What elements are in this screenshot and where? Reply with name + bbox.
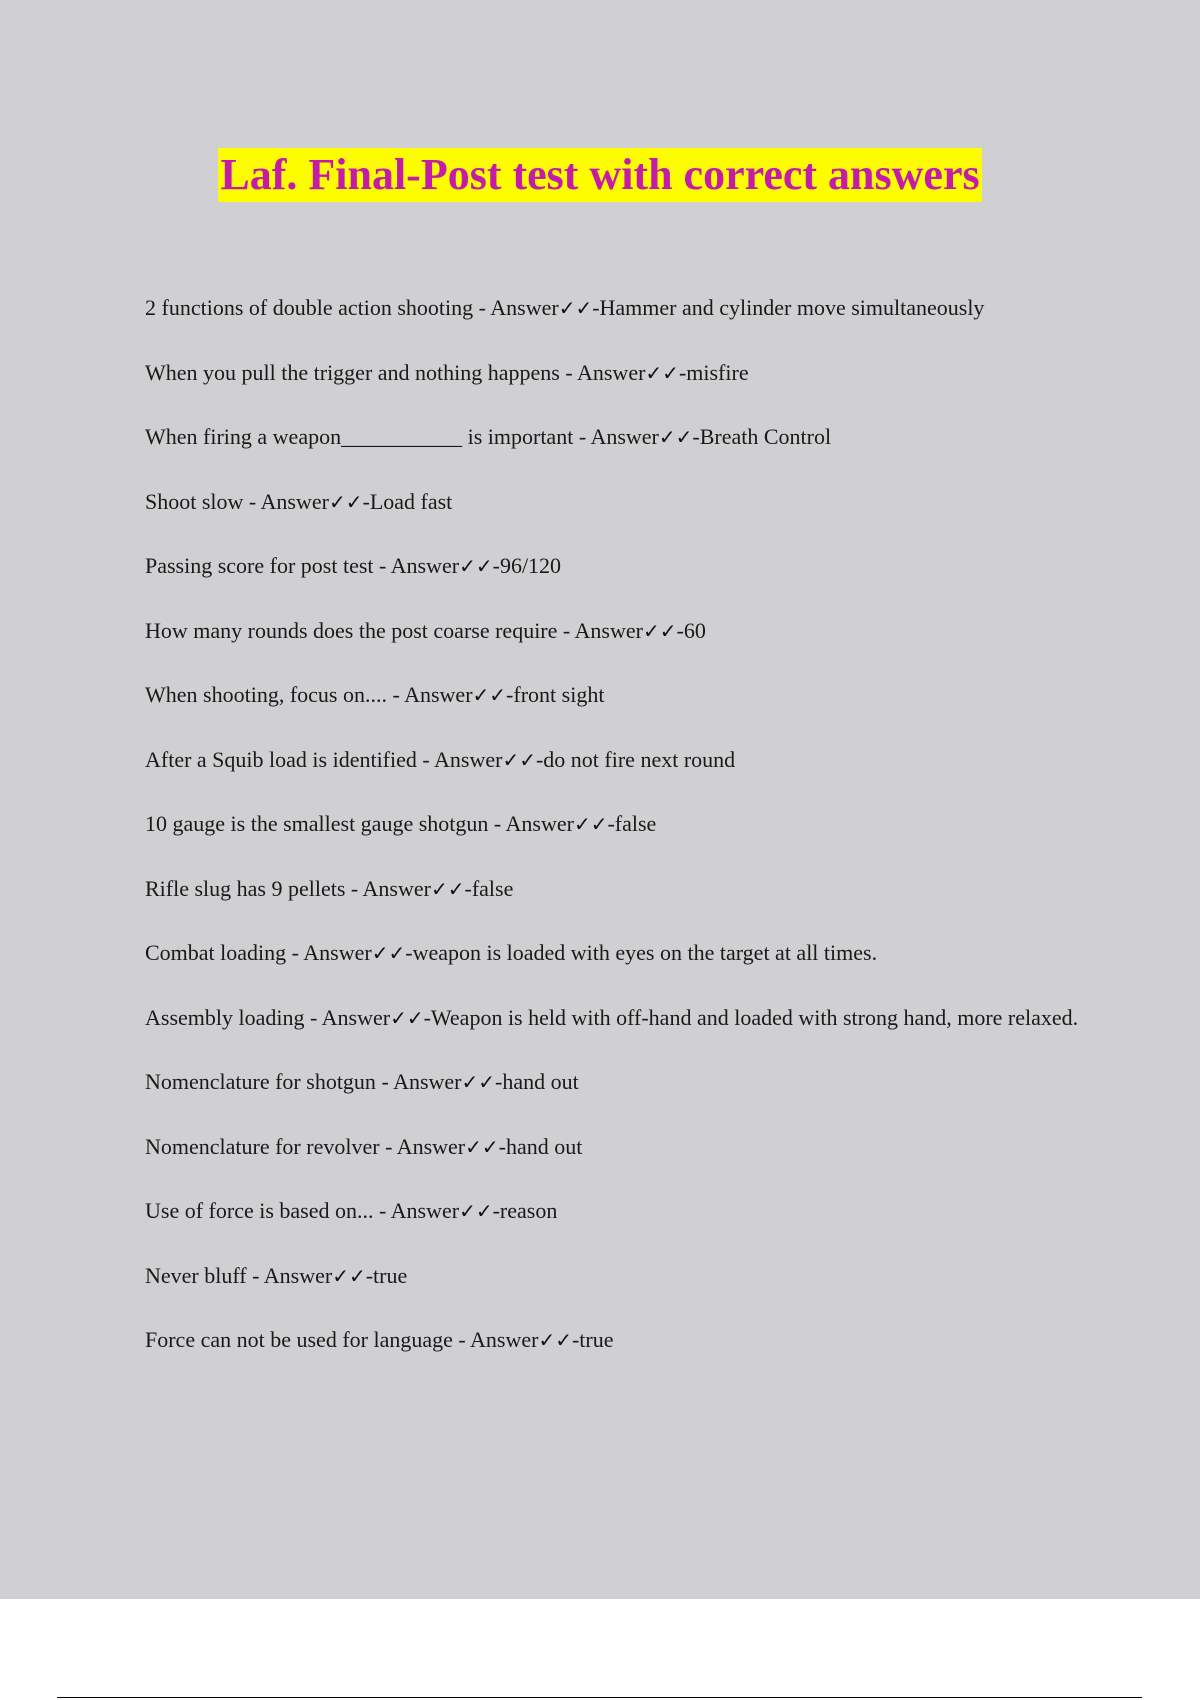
question-text: Rifle slug has 9 pellets [145,875,346,901]
answer-text: Breath Control [699,424,832,449]
answer-label: Answer [303,940,372,965]
answer-label: Answer [576,359,646,385]
answer-text: false [471,875,514,901]
qa-item: How many rounds does the post coarse require - Answer✓✓-60 [145,617,706,643]
answer-text: true [373,1262,408,1288]
answer-text: 60 [683,617,706,643]
qa-list [145,286,1085,1383]
double-check-icon: ✓✓ [459,554,493,578]
answer-label: Answer [505,811,574,836]
answer-text: Hammer and cylinder move simultaneously [599,295,985,320]
double-check-icon: ✓✓ [538,1328,572,1352]
question-text: After a Squib load is identified [145,746,417,772]
title-container [0,148,1200,202]
question-text: Assembly loading [145,1004,305,1030]
answer-label: Answer [404,682,473,707]
qa-item: When firing a weapon___________ is important - Answer✓✓-Breath Control [145,424,832,449]
qa-item: 2 functions of double action shooting - Answer✓✓-Hammer and cylinder move simultaneously [145,295,985,320]
answer-text: misfire [686,359,749,385]
question-text: Passing score for post test [145,553,374,578]
answer-text: Load fast [369,488,453,514]
answer-text: false [614,811,657,836]
question-text: 2 functions of double action shooting [145,295,474,320]
double-check-icon: ✓✓ [465,1134,499,1159]
double-check-icon: ✓✓ [502,747,536,772]
question-text: When firing a weapon___________ is important [145,424,574,449]
qa-item: Passing score for post test - Answer✓✓-96/120 [145,553,562,578]
answer-label: Answer [390,553,460,578]
answer-label: Answer [362,875,431,901]
qa-item: Assembly loading - Answer✓✓-Weapon is held with off-hand and loaded with strong hand, more relaxed. [145,1004,1079,1030]
question-text: Use of force is based on... [145,1198,374,1223]
double-check-icon: ✓✓ [461,1070,496,1094]
double-check-icon: ✓✓ [328,489,363,514]
answer-label: Answer [574,617,643,643]
answer-label: Answer [396,1133,466,1159]
question-text: Combat loading [145,940,287,965]
answer-label: Answer [260,488,329,514]
double-check-icon: ✓✓ [642,618,677,643]
answer-label: Answer [470,1327,539,1352]
answer-text: do not fire next round [543,746,736,772]
answer-text: true [579,1327,614,1352]
double-check-icon: ✓✓ [472,683,507,707]
double-check-icon: ✓✓ [430,876,465,901]
question-text: How many rounds does the post coarse require [145,617,558,643]
question-text: 10 gauge is the smallest gauge shotgun [145,811,489,836]
qa-item: Never bluff - Answer✓✓-true [145,1262,408,1288]
qa-item: Nomenclature for revolver - Answer✓✓-hand out [145,1133,583,1159]
qa-item: After a Squib load is identified - Answer✓✓-do not fire next round [145,746,736,772]
answer-text: 96/120 [499,553,562,578]
question-text: Nomenclature for revolver [145,1133,380,1159]
double-check-icon: ✓✓ [573,812,608,836]
double-check-icon: ✓✓ [371,941,406,965]
question-text: Force can not be used for language [145,1327,453,1352]
qa-item: Combat loading - Answer✓✓-weapon is loaded with eyes on the target at all times. [145,940,878,965]
answer-label: Answer [393,1069,462,1094]
document-title: Laf. Final-Post test with correct answers [218,148,981,202]
qa-item: When shooting, focus on.... - Answer✓✓-front sight [145,682,605,707]
double-check-icon: ✓✓ [658,425,693,449]
double-check-icon: ✓✓ [390,1005,424,1030]
qa-item: Use of force is based on... - Answer✓✓-reason [145,1198,558,1223]
double-check-icon: ✓✓ [459,1199,493,1223]
qa-item: Nomenclature for shotgun - Answer✓✓-hand out [145,1069,579,1094]
double-check-icon: ✓✓ [645,360,679,385]
answer-text: Weapon is held with off-hand and loaded with strong hand, more relaxed. [430,1004,1079,1030]
answer-label: Answer [434,746,503,772]
answer-text: hand out [505,1133,583,1159]
qa-item: 10 gauge is the smallest gauge shotgun - Answer✓✓-false [145,811,657,836]
question-text: When shooting, focus on.... [145,682,387,707]
qa-item: Shoot slow - Answer✓✓-Load fast [145,488,453,514]
question-text: When you pull the trigger and nothing happens [145,359,560,385]
answer-text: weapon is loaded with eyes on the target at all times. [412,940,878,965]
answer-label: Answer [263,1262,333,1288]
answer-label: Answer [490,295,559,320]
qa-item: When you pull the trigger and nothing happens - Answer✓✓-misfire [145,359,749,385]
page-bottom-margin [0,1599,1200,1700]
question-text: Shoot slow [145,488,244,514]
answer-label: Answer [590,424,659,449]
qa-item: Force can not be used for language - Answer✓✓-true [145,1327,614,1352]
answer-label: Answer [321,1004,391,1030]
answer-text: hand out [502,1069,579,1094]
double-check-icon: ✓✓ [558,296,593,320]
qa-item: Rifle slug has 9 pellets - Answer✓✓-false [145,875,514,901]
question-text: Never bluff [145,1262,247,1288]
double-check-icon: ✓✓ [332,1263,366,1288]
answer-text: reason [499,1198,558,1223]
answer-label: Answer [390,1198,460,1223]
answer-text: front sight [513,682,605,707]
question-text: Nomenclature for shotgun [145,1069,376,1094]
footer-divider [57,1697,1142,1698]
